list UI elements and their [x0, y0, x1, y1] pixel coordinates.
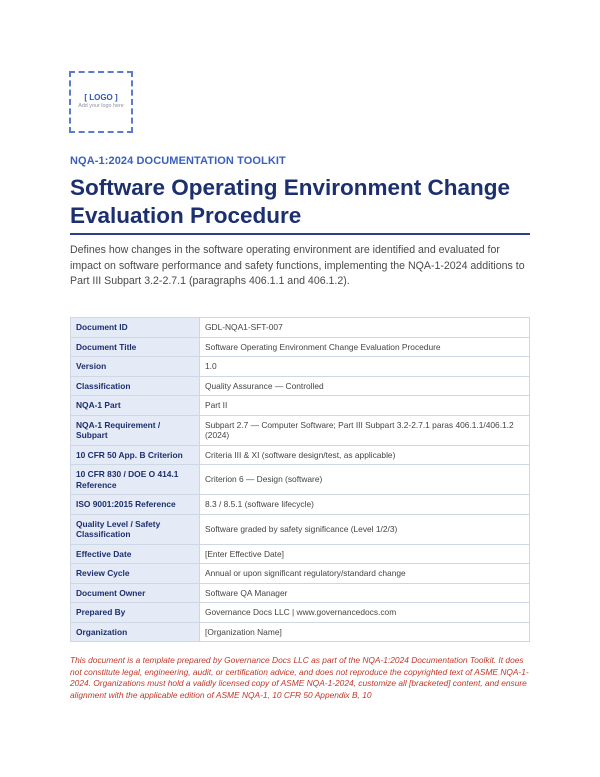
- logo-title: [ LOGO ]: [84, 92, 118, 102]
- metadata-value: Part II: [200, 396, 530, 416]
- metadata-key: Review Cycle: [71, 564, 200, 584]
- metadata-key: NQA-1 Part: [71, 396, 200, 416]
- table-row: [71, 465, 530, 495]
- metadata-value: 8.3 / 8.5.1 (software lifecycle): [200, 495, 530, 515]
- table-row: [71, 318, 530, 338]
- metadata-key: 10 CFR 50 App. B Criterion: [71, 445, 200, 465]
- metadata-value: Quality Assurance — Controlled: [200, 376, 530, 396]
- table-row: [71, 583, 530, 603]
- metadata-value: Governance Docs LLC | www.governancedocs.com: [200, 603, 530, 623]
- document-metadata-table: [70, 317, 530, 642]
- table-row: [71, 564, 530, 584]
- table-row: [71, 415, 530, 445]
- metadata-key: NQA-1 Requirement / Subpart: [71, 415, 200, 445]
- metadata-key: Organization: [71, 622, 200, 642]
- template-disclaimer: This document is a template prepared by Governance Docs LLC as part of the NQA-1:2024 Documentation Toolkit. It does not constitute legal, engineering, audit, or certification advice, and does not reproduce the copyrighted text of ASME NQA-1-2024. Organizations must hold a validly licensed copy of ASME NQA-1-2024, customize all [bracketed] content, and ensure alignment with the applicable edition of ASME NQA-1, 10 CFR 50 Appendix B, 10: [70, 655, 529, 700]
- toolkit-eyebrow: NQA-1:2024 DOCUMENTATION TOOLKIT: [70, 155, 286, 167]
- table-row: [71, 544, 530, 564]
- table-row: [71, 622, 530, 642]
- metadata-value: 1.0: [200, 357, 530, 377]
- table-row: [71, 445, 530, 465]
- table-row: [71, 337, 530, 357]
- metadata-key: Quality Level / Safety Classification: [71, 514, 200, 544]
- metadata-key: Effective Date: [71, 544, 200, 564]
- metadata-value: Criteria III & XI (software design/test, as applicable): [200, 445, 530, 465]
- metadata-key: Version: [71, 357, 200, 377]
- metadata-value: Annual or upon significant regulatory/standard change: [200, 564, 530, 584]
- metadata-key: Document Owner: [71, 583, 200, 603]
- metadata-value: Criterion 6 — Design (software): [200, 465, 530, 495]
- table-row: [71, 495, 530, 515]
- metadata-key: 10 CFR 830 / DOE O 414.1 Reference: [71, 465, 200, 495]
- table-row: [71, 514, 530, 544]
- metadata-value: [Enter Effective Date]: [200, 544, 530, 564]
- metadata-value: Software QA Manager: [200, 583, 530, 603]
- metadata-key: ISO 9001:2015 Reference: [71, 495, 200, 515]
- metadata-key: Document ID: [71, 318, 200, 338]
- table-row: [71, 603, 530, 623]
- metadata-value: [Organization Name]: [200, 622, 530, 642]
- page-title: Software Operating Environment Change Evaluation Procedure: [70, 175, 511, 228]
- logo-subtitle: Add your logo here: [78, 103, 124, 110]
- logo-placeholder: [69, 71, 133, 133]
- metadata-key: Prepared By: [71, 603, 200, 623]
- table-row: [71, 357, 530, 377]
- metadata-key: Classification: [71, 376, 200, 396]
- table-row: [71, 396, 530, 416]
- metadata-key: Document Title: [71, 337, 200, 357]
- metadata-value: Subpart 2.7 — Computer Software; Part III Subpart 3.2-2.7.1 paras 406.1.1/406.1.2 (2024): [200, 415, 530, 445]
- title-divider: [70, 233, 530, 235]
- document-description: Defines how changes in the software operating environment are identified and evaluated for impact on software performance and safety functions, implementing the NQA-1-2024 additions to Part III Subpart 3.2-2.7.1 (paragraphs 406.1.1 and 406.1.2).: [70, 244, 525, 287]
- metadata-value: GDL-NQA1-SFT-007: [200, 318, 530, 338]
- metadata-value: Software Operating Environment Change Evaluation Procedure: [200, 337, 530, 357]
- table-row: [71, 376, 530, 396]
- metadata-value: Software graded by safety significance (Level 1/2/3): [200, 514, 530, 544]
